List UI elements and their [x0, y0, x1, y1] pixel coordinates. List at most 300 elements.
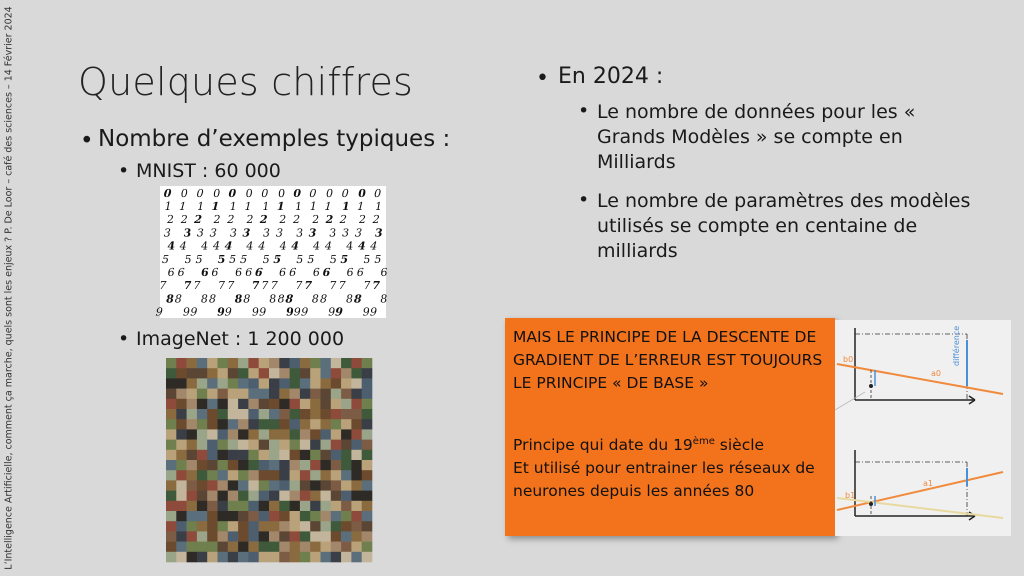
imagenet-thumbnail: [321, 409, 332, 420]
mnist-digit: 0: [373, 186, 382, 200]
imagenet-thumbnail: [176, 378, 187, 389]
imagenet-thumbnail: [321, 470, 332, 481]
imagenet-thumbnail: [218, 440, 229, 451]
imagenet-thumbnail: [362, 521, 373, 532]
imagenet-thumbnail: [341, 511, 352, 522]
bullet-icon: •: [118, 328, 130, 350]
imagenet-thumbnail: [351, 552, 362, 563]
imagenet-thumbnail: [341, 440, 352, 451]
imagenet-thumbnail: [259, 399, 270, 410]
imagenet-thumbnail: [290, 378, 301, 389]
imagenet-thumbnail: [238, 450, 249, 461]
mnist-digit: 9: [259, 305, 267, 319]
imagenet-thumbnail: [218, 429, 229, 440]
imagenet-thumbnail: [166, 491, 177, 502]
imagenet-thumbnail: [259, 460, 270, 471]
imagenet-thumbnail: [331, 460, 342, 471]
imagenet-thumbnail: [166, 521, 177, 532]
imagenet-thumbnail: [321, 368, 332, 379]
imagenet-thumbnail: [218, 399, 229, 410]
mnist-digit: 1: [178, 200, 187, 213]
mnist-digit: 3: [295, 226, 304, 240]
mnist-digit: 8: [174, 292, 183, 306]
imagenet-thumbnail: [310, 480, 321, 491]
imagenet-thumbnail: [362, 358, 373, 369]
imagenet-thumbnail: [207, 389, 218, 400]
imagenet-thumbnail: [176, 480, 187, 491]
imagenet-thumbnail: [187, 470, 198, 481]
mnist-digit: 9: [182, 305, 191, 319]
imagenet-thumbnail: [166, 429, 177, 440]
imagenet-thumbnail: [341, 378, 352, 389]
mnist-digit: 4: [312, 239, 321, 253]
mnist-digit: 8: [379, 292, 388, 306]
imagenet-thumbnail: [269, 470, 280, 481]
imagenet-thumbnail: [279, 460, 290, 471]
imagenet-thumbnail: [279, 542, 290, 553]
mnist-digit: 8: [353, 292, 362, 306]
mnist-digit: 5: [374, 252, 382, 266]
imagenet-thumbnail: [279, 480, 290, 491]
imagenet-thumbnail: [269, 409, 280, 420]
imagenet-thumbnail: [300, 552, 311, 563]
imagenet-thumbnail: [187, 389, 198, 400]
mnist-digit: 9: [293, 305, 301, 319]
imagenet-thumbnail: [341, 460, 352, 471]
imagenet-thumbnail: [310, 440, 321, 451]
imagenet-thumbnail: [187, 531, 198, 542]
mnist-digit: 5: [296, 252, 304, 266]
imagenet-thumbnail: [238, 358, 249, 369]
imagenet-thumbnail: [238, 521, 249, 532]
imagenet-thumbnail: [341, 521, 352, 532]
imagenet-thumbnail: [197, 358, 208, 369]
imagenet-thumbnail: [279, 511, 290, 522]
imagenet-thumbnail: [310, 531, 321, 542]
imagenet-thumbnail: [228, 419, 239, 430]
imagenet-thumbnail: [321, 460, 332, 471]
imagenet-thumbnail: [166, 501, 177, 512]
imagenet-thumbnail: [176, 440, 187, 451]
mnist-digit: 2: [166, 213, 175, 227]
imagenet-thumbnail: [187, 440, 198, 451]
imagenet-thumbnail: [166, 511, 177, 522]
mnist-digit: 8: [208, 292, 217, 306]
imagenet-thumbnail: [207, 542, 218, 553]
imagenet-thumbnail: [187, 511, 198, 522]
mnist-digit: 1: [244, 200, 252, 213]
imagenet-thumbnail: [362, 429, 373, 440]
imagenet-thumbnail: [228, 480, 239, 491]
mnist-digit: 0: [277, 186, 286, 200]
imagenet-thumbnail: [238, 409, 249, 420]
imagenet-thumbnail: [207, 378, 218, 389]
imagenet-thumbnail: [228, 399, 239, 410]
bullet-icon: •: [80, 128, 94, 154]
imagenet-thumbnail: [187, 450, 198, 461]
callout-body: [513, 430, 831, 503]
imagenet-thumbnail: [207, 450, 218, 461]
imagenet-thumbnail: [269, 389, 280, 400]
imagenet-thumbnail: [248, 429, 259, 440]
imagenet-thumbnail: [259, 531, 270, 542]
imagenet-thumbnail: [207, 521, 218, 532]
imagenet-thumbnail: [331, 480, 342, 491]
mnist-digit: 5: [184, 252, 192, 266]
sidebar-text: L’Intelligence Artificielle, comment ça marche, quels sont les enjeux ? P. De Loor – café des sciences – 14 Février 2024: [3, 6, 15, 570]
mnist-digit: 5: [161, 252, 170, 266]
imagenet-thumbnail: [218, 531, 229, 542]
imagenet-thumbnail: [321, 531, 332, 542]
imagenet-thumbnail: [218, 501, 229, 512]
imagenet-thumbnail: [351, 368, 362, 379]
imagenet-thumbnail: [331, 399, 342, 410]
imagenet-thumbnail: [362, 511, 373, 522]
imagenet-thumbnail: [269, 378, 280, 389]
imagenet-thumbnail: [176, 409, 187, 420]
imagenet-thumbnail: [207, 368, 218, 379]
imagenet-thumbnail: [187, 460, 198, 471]
imagenet-thumbnail: [176, 470, 187, 481]
imagenet-thumbnail: [341, 358, 352, 369]
imagenet-thumbnail: [207, 358, 218, 369]
imagenet-thumbnail: [279, 409, 290, 420]
imagenet-thumbnail: [259, 419, 270, 430]
imagenet-thumbnail: [321, 419, 332, 430]
imagenet-thumbnail: [269, 368, 280, 379]
mnist-digit: 6: [200, 266, 210, 279]
mnist-digit: 9: [334, 305, 344, 319]
imagenet-thumbnail: [310, 399, 321, 410]
imagenet-thumbnail: [362, 542, 373, 553]
mnist-digit: 8: [285, 292, 294, 306]
imagenet-thumbnail: [341, 491, 352, 502]
imagenet-thumbnail: [310, 450, 321, 461]
imagenet-thumbnail: [310, 521, 321, 532]
mnist-digit: 8: [200, 292, 209, 306]
imagenet-thumbnail: [279, 419, 290, 430]
imagenet-thumbnail: [238, 552, 249, 563]
imagenet-thumbnail: [300, 511, 311, 522]
imagenet-thumbnail: [166, 419, 177, 430]
imagenet-thumbnail: [351, 450, 362, 461]
imagenet-thumbnail: [362, 491, 373, 502]
imagenet-thumbnail: [310, 378, 321, 389]
mnist-digit: 8: [268, 292, 277, 306]
bullet-icon: •: [578, 189, 590, 211]
imagenet-thumbnail: [310, 368, 321, 379]
imagenet-thumbnail: [300, 470, 311, 481]
imagenet-thumbnail: [279, 501, 290, 512]
mnist-digit: 8: [319, 292, 328, 306]
imagenet-thumbnail: [207, 409, 218, 420]
mnist-digit: 4: [369, 239, 378, 253]
imagenet-thumbnail: [166, 358, 177, 369]
mnist-digit: 1: [211, 200, 220, 213]
imagenet-thumbnail: [300, 521, 311, 532]
mnist-digit: 4: [224, 239, 233, 253]
imagenet-thumbnail: [176, 531, 187, 542]
mnist-digit: 3: [196, 226, 204, 240]
diagram-label-b0: b0: [843, 355, 854, 364]
imagenet-thumbnail: [176, 368, 187, 379]
imagenet-thumbnail: [279, 399, 290, 410]
mnist-digit: 6: [346, 266, 354, 279]
imagenet-thumbnail: [269, 501, 280, 512]
imagenet-thumbnail: [310, 409, 321, 420]
diagram-label-a1: a1: [923, 479, 933, 488]
imagenet-thumbnail: [228, 389, 239, 400]
mnist-digit: 4: [291, 239, 300, 253]
imagenet-thumbnail: [176, 389, 187, 400]
imagenet-thumbnail: [166, 460, 177, 471]
imagenet-thumbnail: [300, 450, 311, 461]
imagenet-thumbnail: [218, 470, 229, 481]
imagenet-thumbnail: [228, 491, 239, 502]
imagenet-thumbnail: [279, 521, 290, 532]
imagenet-thumbnail: [207, 440, 218, 451]
point-data-count: Le nombre de données pour les « Grands Modèles » se compte en Milliards: [597, 101, 916, 173]
imagenet-thumbnail: [351, 460, 362, 471]
imagenet-thumbnail: [351, 470, 362, 481]
imagenet-thumbnail: [362, 419, 373, 430]
imagenet-thumbnail: [269, 521, 280, 532]
imagenet-thumbnail: [279, 358, 290, 369]
page-title: Quelques chiffres: [78, 60, 414, 104]
imagenet-thumbnail: [248, 501, 259, 512]
imagenet-mosaic: [166, 358, 372, 562]
imagenet-thumbnail: [248, 358, 259, 369]
imagenet-thumbnail: [259, 521, 270, 532]
imagenet-thumbnail: [197, 409, 208, 420]
imagenet-thumbnail: [207, 419, 218, 430]
mnist-digit: 6: [312, 266, 321, 279]
imagenet-thumbnail: [187, 501, 198, 512]
imagenet-thumbnail: [341, 368, 352, 379]
mnist-digit: 2: [193, 213, 203, 227]
imagenet-thumbnail: [187, 429, 198, 440]
imagenet-thumbnail: [269, 429, 280, 440]
bullet-icon: •: [118, 160, 130, 182]
mnist-digit: 0: [358, 186, 367, 200]
mnist-digit: 7: [227, 279, 235, 293]
mnist-digit: 5: [329, 252, 338, 266]
mnist-digit: 4: [324, 239, 333, 253]
imagenet-thumbnail: [331, 511, 342, 522]
imagenet-thumbnail: [310, 511, 321, 522]
bullet-examples: Nombre d’exemples typiques :: [98, 126, 451, 152]
imagenet-thumbnail: [218, 389, 229, 400]
imagenet-thumbnail: [341, 409, 352, 420]
imagenet-thumbnail: [197, 440, 208, 451]
imagenet-thumbnail: [290, 552, 301, 563]
imagenet-thumbnail: [331, 450, 342, 461]
imagenet-thumbnail: [341, 429, 352, 440]
imagenet-thumbnail: [362, 531, 373, 542]
mnist-digit: 7: [295, 279, 303, 293]
imagenet-thumbnail: [228, 368, 239, 379]
imagenet-thumbnail: [166, 470, 177, 481]
mnist-digit: 6: [379, 266, 388, 279]
imagenet-thumbnail: [197, 542, 208, 553]
imagenet-thumbnail: [166, 389, 177, 400]
mnist-digit: 0: [293, 186, 302, 200]
mnist-digit: 0: [261, 186, 269, 200]
imagenet-thumbnail: [228, 470, 239, 481]
imagenet-thumbnail: [269, 542, 280, 553]
imagenet-thumbnail: [351, 409, 362, 420]
mnist-digit: 3: [262, 226, 271, 240]
mnist-digit: 3: [183, 226, 192, 240]
imagenet-thumbnail: [331, 378, 342, 389]
imagenet-thumbnail: [321, 440, 332, 451]
imagenet-thumbnail: [176, 358, 187, 369]
imagenet-thumbnail: [248, 378, 259, 389]
mnist-digit: 8: [345, 292, 354, 306]
gradient-diagram: [835, 320, 1011, 536]
mnist-digit: 0: [180, 186, 188, 200]
mnist-digit: 8: [311, 292, 319, 306]
mnist-digit: 6: [167, 266, 175, 279]
imagenet-thumbnail: [362, 501, 373, 512]
year-bullet: En 2024 :: [558, 64, 664, 89]
imagenet-thumbnail: [321, 491, 332, 502]
mnist-digit: 3: [242, 226, 251, 240]
imagenet-thumbnail: [218, 409, 229, 420]
imagenet-thumbnail: [259, 409, 270, 420]
imagenet-thumbnail: [290, 511, 301, 522]
imagenet-thumbnail: [238, 378, 249, 389]
imagenet-thumbnail: [207, 470, 218, 481]
imagenet-thumbnail: [259, 491, 270, 502]
imagenet-thumbnail: [187, 480, 198, 491]
imagenet-thumbnail: [166, 552, 177, 563]
imagenet-thumbnail: [351, 389, 362, 400]
imagenet-thumbnail: [290, 368, 301, 379]
mnist-digit: 6: [211, 266, 219, 279]
mnist-digit: 4: [167, 239, 176, 253]
imagenet-thumbnail: [341, 501, 352, 512]
mnist-digit: 5: [195, 252, 203, 266]
mnist-digit: 5: [362, 252, 371, 266]
imagenet-thumbnail: [187, 491, 198, 502]
mnist-digit: 3: [328, 226, 337, 240]
imagenet-thumbnail: [218, 450, 229, 461]
imagenet-thumbnail: [248, 450, 259, 461]
imagenet-thumbnail: [218, 419, 229, 430]
mnist-digit: 6: [288, 266, 297, 279]
imagenet-thumbnail: [290, 480, 301, 491]
imagenet-thumbnail: [331, 419, 342, 430]
mnist-digit: 4: [345, 239, 354, 253]
imagenet-thumbnail: [248, 470, 259, 481]
mnist-digit: 3: [275, 226, 284, 240]
imagenet-thumbnail: [290, 440, 301, 451]
imagenet-thumbnail: [259, 429, 270, 440]
imagenet-thumbnail: [269, 419, 280, 430]
imagenet-thumbnail: [321, 521, 332, 532]
imagenet-thumbnail: [207, 429, 218, 440]
imagenet-thumbnail: [310, 429, 321, 440]
imagenet-thumbnail: [331, 501, 342, 512]
imagenet-thumbnail: [279, 389, 290, 400]
imagenet-thumbnail: [238, 368, 249, 379]
imagenet-thumbnail: [279, 378, 290, 389]
imagenet-thumbnail: [321, 450, 332, 461]
mnist-digit: 6: [234, 266, 243, 279]
mnist-digit: 1: [229, 200, 238, 213]
imagenet-thumbnail: [166, 440, 177, 451]
imagenet-thumbnail: [331, 429, 342, 440]
mnist-digit: 2: [246, 213, 254, 227]
imagenet-thumbnail: [362, 389, 373, 400]
mnist-digit: 0: [163, 186, 172, 200]
imagenet-thumbnail: [187, 521, 198, 532]
imagenet-thumbnail: [362, 378, 373, 389]
mnist-digit: 3: [374, 226, 383, 240]
imagenet-thumbnail: [176, 511, 187, 522]
mnist-digit: 3: [163, 226, 171, 240]
imagenet-thumbnail: [248, 460, 259, 471]
imagenet-thumbnail: [228, 440, 239, 451]
mnist-digit: 3: [229, 226, 238, 240]
imagenet-thumbnail: [238, 460, 249, 471]
imagenet-thumbnail: [207, 480, 218, 491]
mnist-digit: 2: [213, 213, 221, 227]
imagenet-thumbnail: [341, 389, 352, 400]
mnist-digit: 0: [213, 186, 221, 200]
mnist-digit: 1: [164, 200, 172, 213]
imagenet-thumbnail: [197, 460, 208, 471]
imagenet-thumbnail: [300, 378, 311, 389]
imagenet-thumbnail: [218, 542, 229, 553]
imagenet-thumbnail: [341, 480, 352, 491]
sidebar-footer: [2, 8, 16, 568]
imagenet-thumbnail: [341, 399, 352, 410]
imagenet-thumbnail: [290, 409, 301, 420]
imagenet-thumbnail: [218, 460, 229, 471]
imagenet-thumbnail: [197, 521, 208, 532]
imagenet-thumbnail: [341, 542, 352, 553]
imagenet-thumbnail: [331, 409, 342, 420]
mnist-digit: 9: [224, 305, 232, 319]
imagenet-thumbnail: [187, 358, 198, 369]
imagenet-thumbnail: [290, 358, 301, 369]
mnist-digit: 9: [369, 305, 378, 319]
imagenet-thumbnail: [197, 399, 208, 410]
imagenet-thumbnail: [351, 491, 362, 502]
imagenet-thumbnail: [187, 368, 198, 379]
imagenet-thumbnail: [218, 552, 229, 563]
imagenet-thumbnail: [351, 440, 362, 451]
imagenet-thumbnail: [300, 419, 311, 430]
mnist-digit: 7: [217, 279, 226, 293]
imagenet-thumbnail: [197, 511, 208, 522]
imagenet-thumbnail: [300, 531, 311, 542]
imagenet-thumbnail: [300, 358, 311, 369]
imagenet-thumbnail: [248, 491, 259, 502]
mnist-digit: 3: [308, 226, 317, 240]
imagenet-thumbnail: [228, 511, 239, 522]
mnist-digit: 4: [279, 239, 287, 253]
bullet-icon: •: [536, 66, 549, 91]
imagenet-thumbnail: [290, 542, 301, 553]
mnist-digit: 9: [189, 305, 198, 319]
mnist-digit: 9: [251, 305, 260, 319]
mnist-digit: 4: [200, 239, 209, 253]
mnist-digit: 7: [270, 279, 279, 293]
imagenet-thumbnail: [269, 450, 280, 461]
